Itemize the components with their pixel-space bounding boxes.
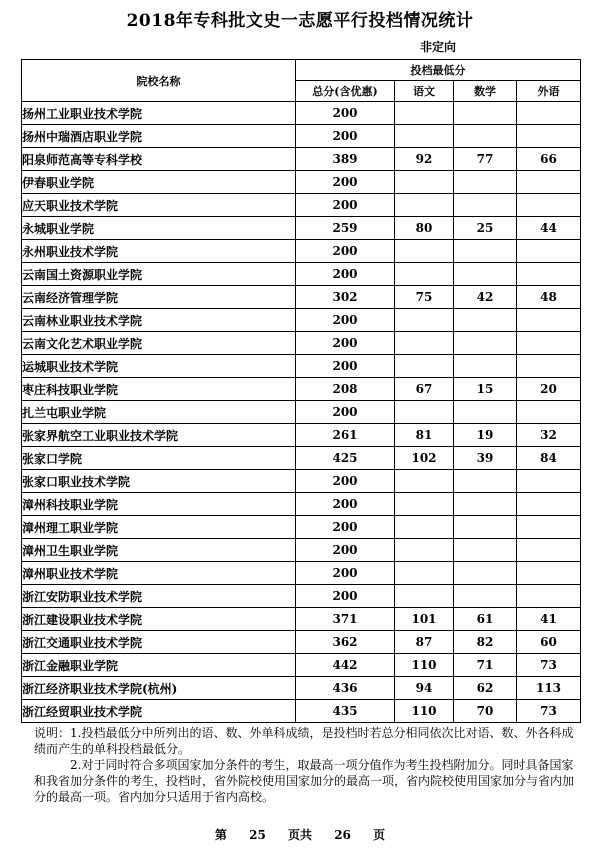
english-score-cell bbox=[517, 493, 581, 516]
school-name-cell: 张家口职业技术学院 bbox=[22, 470, 296, 493]
chinese-score-cell bbox=[395, 355, 454, 378]
school-name-cell: 浙江经济职业技术学院(杭州) bbox=[22, 677, 296, 700]
english-score-cell: 113 bbox=[517, 677, 581, 700]
math-score-cell bbox=[454, 102, 517, 125]
english-score-cell: 73 bbox=[517, 700, 581, 723]
total-score-cell: 435 bbox=[296, 700, 395, 723]
english-score-cell: 48 bbox=[517, 286, 581, 309]
chinese-score-cell bbox=[395, 493, 454, 516]
table-row bbox=[22, 700, 581, 723]
total-score-cell: 200 bbox=[296, 194, 395, 217]
table-row bbox=[22, 378, 581, 401]
math-score-cell: 25 bbox=[454, 217, 517, 240]
english-score-cell bbox=[517, 194, 581, 217]
table-row bbox=[22, 493, 581, 516]
chinese-score-cell: 94 bbox=[395, 677, 454, 700]
chinese-score-cell bbox=[395, 240, 454, 263]
chinese-score-cell: 110 bbox=[395, 654, 454, 677]
total-score-cell: 425 bbox=[296, 447, 395, 470]
header-math: 数学 bbox=[454, 81, 517, 102]
subtitle-non-directional: 非定向 bbox=[420, 40, 457, 54]
total-score-cell: 200 bbox=[296, 401, 395, 424]
english-score-cell bbox=[517, 263, 581, 286]
table-row bbox=[22, 585, 581, 608]
school-name-cell: 扬州中瑞酒店职业学院 bbox=[22, 125, 296, 148]
footer-page-total: 26 bbox=[334, 828, 351, 842]
english-score-cell: 84 bbox=[517, 447, 581, 470]
english-score-cell bbox=[517, 470, 581, 493]
english-score-cell bbox=[517, 332, 581, 355]
school-name-cell: 扬州工业职业技术学院 bbox=[22, 102, 296, 125]
total-score-cell: 200 bbox=[296, 332, 395, 355]
table-row bbox=[22, 470, 581, 493]
header-total: 总分(含优惠) bbox=[296, 81, 395, 102]
table-row bbox=[22, 194, 581, 217]
school-name-cell: 云南经济管理学院 bbox=[22, 286, 296, 309]
chinese-score-cell: 80 bbox=[395, 217, 454, 240]
total-score-cell: 442 bbox=[296, 654, 395, 677]
table-row bbox=[22, 148, 581, 171]
school-name-cell: 张家口学院 bbox=[22, 447, 296, 470]
table-row bbox=[22, 125, 581, 148]
table-row bbox=[22, 677, 581, 700]
english-score-cell bbox=[517, 240, 581, 263]
chinese-score-cell bbox=[395, 470, 454, 493]
total-score-cell: 200 bbox=[296, 355, 395, 378]
english-score-cell bbox=[517, 171, 581, 194]
english-score-cell bbox=[517, 355, 581, 378]
chinese-score-cell bbox=[395, 516, 454, 539]
math-score-cell bbox=[454, 171, 517, 194]
total-score-cell: 362 bbox=[296, 631, 395, 654]
table-row bbox=[22, 102, 581, 125]
table-row bbox=[22, 401, 581, 424]
math-score-cell bbox=[454, 355, 517, 378]
school-name-cell: 浙江交通职业技术学院 bbox=[22, 631, 296, 654]
english-score-cell bbox=[517, 539, 581, 562]
total-score-cell: 200 bbox=[296, 171, 395, 194]
chinese-score-cell bbox=[395, 125, 454, 148]
chinese-score-cell: 81 bbox=[395, 424, 454, 447]
school-name-cell: 永城职业学院 bbox=[22, 217, 296, 240]
math-score-cell: 62 bbox=[454, 677, 517, 700]
table-row bbox=[22, 424, 581, 447]
math-score-cell bbox=[454, 493, 517, 516]
admission-table bbox=[21, 59, 581, 723]
school-name-cell: 浙江经贸职业技术学院 bbox=[22, 700, 296, 723]
total-score-cell: 371 bbox=[296, 608, 395, 631]
chinese-score-cell bbox=[395, 539, 454, 562]
table-row bbox=[22, 516, 581, 539]
chinese-score-cell bbox=[395, 194, 454, 217]
table-row bbox=[22, 309, 581, 332]
table-header bbox=[22, 60, 581, 102]
total-score-cell: 200 bbox=[296, 470, 395, 493]
math-score-cell: 15 bbox=[454, 378, 517, 401]
english-score-cell bbox=[517, 562, 581, 585]
school-name-cell: 阳泉师范高等专科学校 bbox=[22, 148, 296, 171]
total-score-cell: 200 bbox=[296, 240, 395, 263]
school-name-cell: 浙江金融职业学院 bbox=[22, 654, 296, 677]
english-score-cell: 66 bbox=[517, 148, 581, 171]
chinese-score-cell: 67 bbox=[395, 378, 454, 401]
header-min-score-group: 投档最低分 bbox=[296, 60, 581, 81]
footer-middle: 页共 bbox=[287, 828, 312, 842]
math-score-cell bbox=[454, 194, 517, 217]
total-score-cell: 302 bbox=[296, 286, 395, 309]
table-row bbox=[22, 355, 581, 378]
math-score-cell: 70 bbox=[454, 700, 517, 723]
school-name-cell: 漳州卫生职业学院 bbox=[22, 539, 296, 562]
table-row bbox=[22, 631, 581, 654]
chinese-score-cell: 102 bbox=[395, 447, 454, 470]
table-row bbox=[22, 447, 581, 470]
math-score-cell: 77 bbox=[454, 148, 517, 171]
table-row bbox=[22, 263, 581, 286]
footer-suffix: 页 bbox=[373, 828, 386, 842]
school-name-cell: 漳州职业技术学院 bbox=[22, 562, 296, 585]
header-english: 外语 bbox=[517, 81, 581, 102]
chinese-score-cell: 92 bbox=[395, 148, 454, 171]
math-score-cell bbox=[454, 332, 517, 355]
chinese-score-cell bbox=[395, 263, 454, 286]
school-name-cell: 漳州科技职业学院 bbox=[22, 493, 296, 516]
english-score-cell: 73 bbox=[517, 654, 581, 677]
chinese-score-cell bbox=[395, 585, 454, 608]
chinese-score-cell: 110 bbox=[395, 700, 454, 723]
school-name-cell: 云南林业职业技术学院 bbox=[22, 309, 296, 332]
school-name-cell: 应天职业技术学院 bbox=[22, 194, 296, 217]
chinese-score-cell bbox=[395, 332, 454, 355]
english-score-cell bbox=[517, 585, 581, 608]
page-footer bbox=[0, 826, 600, 843]
english-score-cell: 20 bbox=[517, 378, 581, 401]
school-name-cell: 浙江安防职业技术学院 bbox=[22, 585, 296, 608]
school-name-cell: 枣庄科技职业学院 bbox=[22, 378, 296, 401]
school-name-cell: 云南国土资源职业学院 bbox=[22, 263, 296, 286]
chinese-score-cell bbox=[395, 102, 454, 125]
math-score-cell: 71 bbox=[454, 654, 517, 677]
chinese-score-cell bbox=[395, 562, 454, 585]
english-score-cell bbox=[517, 516, 581, 539]
chinese-score-cell bbox=[395, 309, 454, 332]
chinese-score-cell: 87 bbox=[395, 631, 454, 654]
math-score-cell bbox=[454, 562, 517, 585]
math-score-cell bbox=[454, 125, 517, 148]
english-score-cell bbox=[517, 309, 581, 332]
math-score-cell bbox=[454, 240, 517, 263]
english-score-cell bbox=[517, 102, 581, 125]
school-name-cell: 扎兰屯职业学院 bbox=[22, 401, 296, 424]
english-score-cell bbox=[517, 125, 581, 148]
table-row bbox=[22, 608, 581, 631]
math-score-cell bbox=[454, 401, 517, 424]
total-score-cell: 200 bbox=[296, 539, 395, 562]
total-score-cell: 200 bbox=[296, 263, 395, 286]
total-score-cell: 259 bbox=[296, 217, 395, 240]
total-score-cell: 200 bbox=[296, 562, 395, 585]
note-1: 说明：1.投档最低分中所列出的语、数、外单科成绩，是投档时若总分相同依次比对语、数、外各科成绩而产生的单科投档最低分。 bbox=[34, 726, 574, 756]
table-row bbox=[22, 562, 581, 585]
notes bbox=[34, 725, 574, 805]
math-score-cell: 19 bbox=[454, 424, 517, 447]
total-score-cell: 200 bbox=[296, 493, 395, 516]
school-name-cell: 张家界航空工业职业技术学院 bbox=[22, 424, 296, 447]
total-score-cell: 200 bbox=[296, 516, 395, 539]
english-score-cell bbox=[517, 401, 581, 424]
header-chinese: 语文 bbox=[395, 81, 454, 102]
table-body bbox=[22, 102, 581, 723]
footer-prefix: 第 bbox=[214, 828, 227, 842]
table-row bbox=[22, 654, 581, 677]
table-row bbox=[22, 171, 581, 194]
chinese-score-cell bbox=[395, 171, 454, 194]
total-score-cell: 389 bbox=[296, 148, 395, 171]
english-score-cell: 32 bbox=[517, 424, 581, 447]
total-score-cell: 208 bbox=[296, 378, 395, 401]
chinese-score-cell: 75 bbox=[395, 286, 454, 309]
school-name-cell: 永州职业技术学院 bbox=[22, 240, 296, 263]
school-name-cell: 运城职业技术学院 bbox=[22, 355, 296, 378]
total-score-cell: 436 bbox=[296, 677, 395, 700]
note-2: 2.对于同时符合多项国家加分条件的考生，取最高一项分值作为考生投档附加分。同时具备国家和我省加分条件的考生，投档时，省外院校使用国家加分的最高一项，省内院校使用国家加分与省内加分的最高一项。省内加分只适用于省内高校。 bbox=[34, 758, 575, 804]
table-row bbox=[22, 240, 581, 263]
math-score-cell: 82 bbox=[454, 631, 517, 654]
school-name-cell: 云南文化艺术职业学院 bbox=[22, 332, 296, 355]
chinese-score-cell: 101 bbox=[395, 608, 454, 631]
math-score-cell bbox=[454, 309, 517, 332]
english-score-cell: 44 bbox=[517, 217, 581, 240]
math-score-cell: 61 bbox=[454, 608, 517, 631]
header-school-name: 院校名称 bbox=[22, 60, 296, 102]
total-score-cell: 200 bbox=[296, 585, 395, 608]
total-score-cell: 200 bbox=[296, 309, 395, 332]
math-score-cell bbox=[454, 516, 517, 539]
school-name-cell: 伊春职业学院 bbox=[22, 171, 296, 194]
footer-page-number: 25 bbox=[249, 828, 266, 842]
math-score-cell: 42 bbox=[454, 286, 517, 309]
school-name-cell: 漳州理工职业学院 bbox=[22, 516, 296, 539]
total-score-cell: 200 bbox=[296, 102, 395, 125]
total-score-cell: 261 bbox=[296, 424, 395, 447]
english-score-cell: 41 bbox=[517, 608, 581, 631]
chinese-score-cell bbox=[395, 401, 454, 424]
math-score-cell bbox=[454, 263, 517, 286]
math-score-cell bbox=[454, 470, 517, 493]
total-score-cell: 200 bbox=[296, 125, 395, 148]
english-score-cell: 60 bbox=[517, 631, 581, 654]
school-name-cell: 浙江建设职业技术学院 bbox=[22, 608, 296, 631]
table-row bbox=[22, 332, 581, 355]
math-score-cell: 39 bbox=[454, 447, 517, 470]
math-score-cell bbox=[454, 539, 517, 562]
page-title: 2018年专科批文史一志愿平行投档情况统计 bbox=[126, 11, 474, 31]
math-score-cell bbox=[454, 585, 517, 608]
table-row bbox=[22, 286, 581, 309]
table-row bbox=[22, 539, 581, 562]
table-row bbox=[22, 217, 581, 240]
